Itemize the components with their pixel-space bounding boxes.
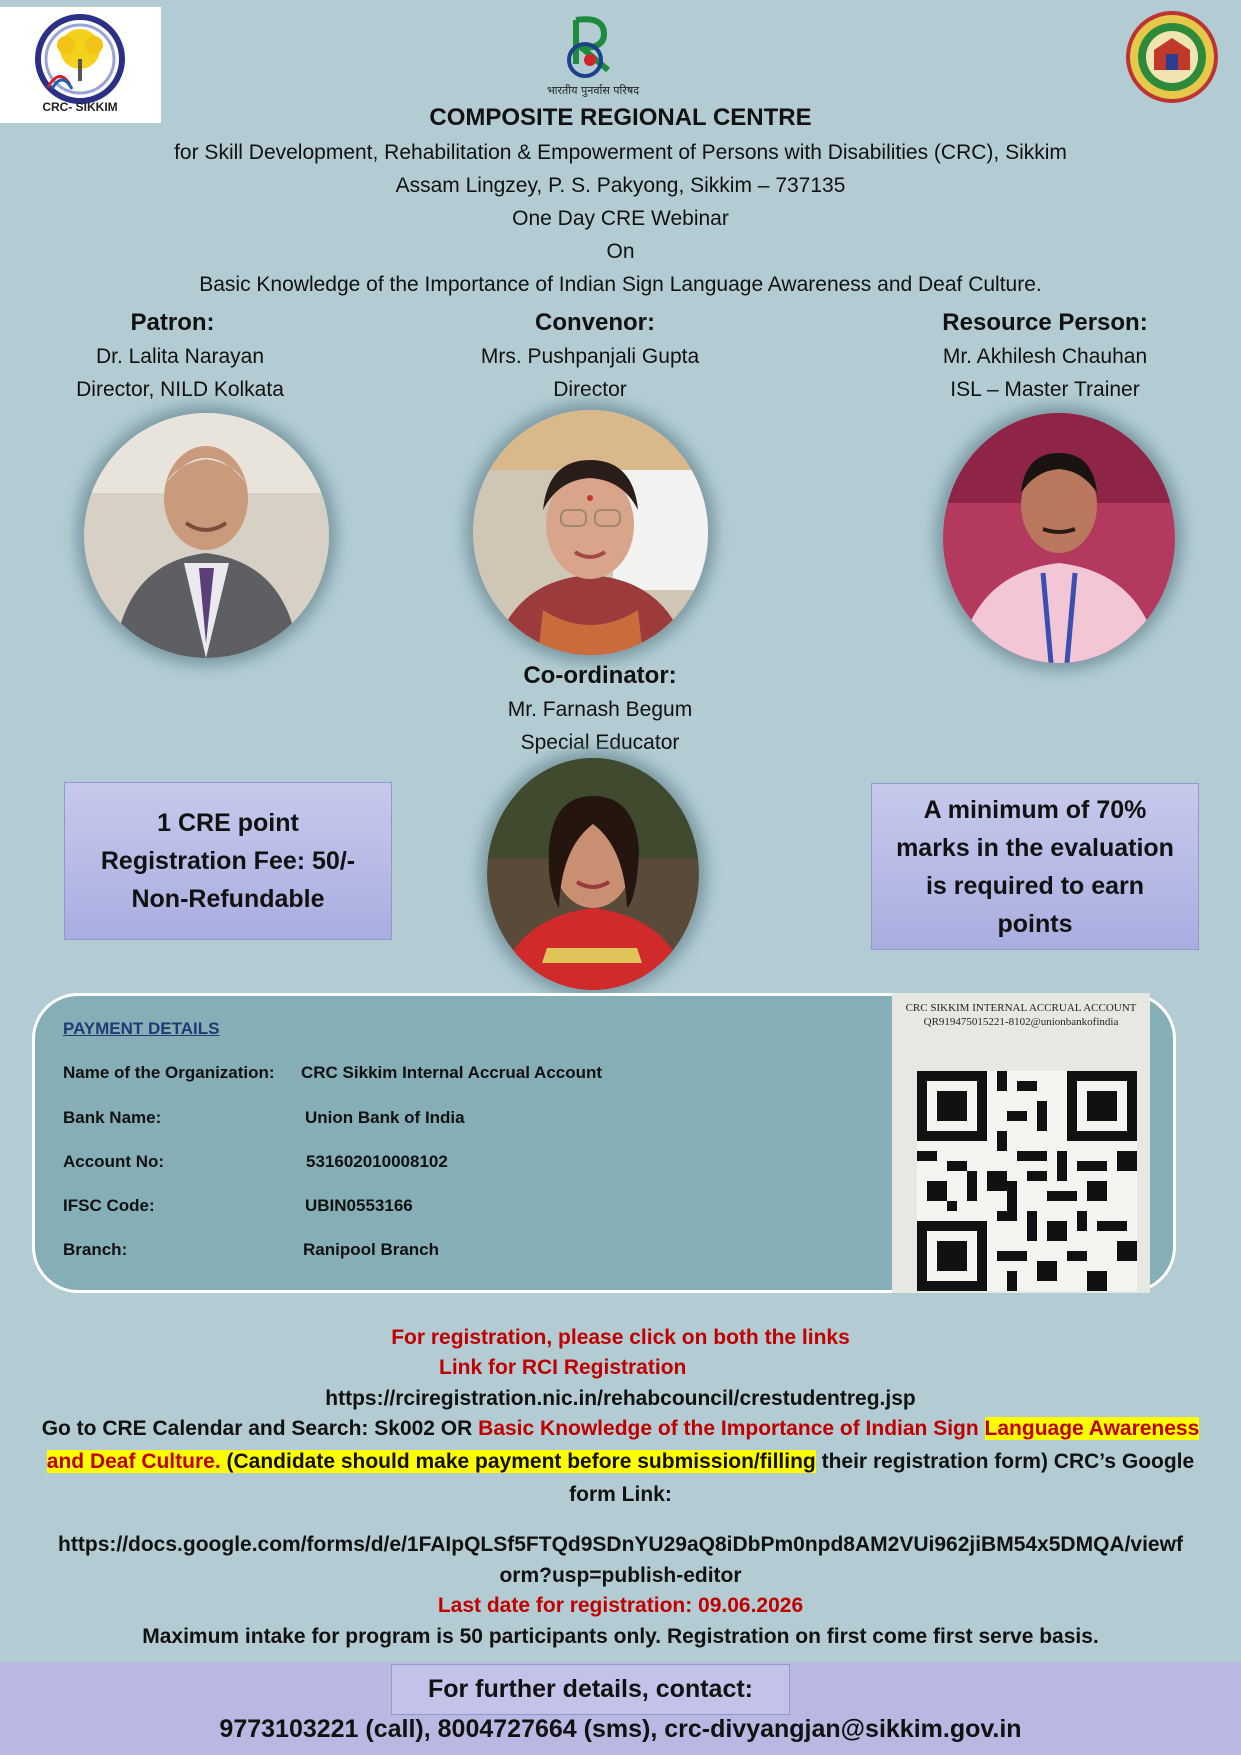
qr-upi-id: QR919475015221-8102@unionbankofindia [923, 1016, 1119, 1028]
convenor-photo [473, 410, 708, 655]
header-address: Assam Lingzey, P. S. Pakyong, Sikkim – 737135 [395, 174, 846, 197]
payment-value-bank: Union Bank of India [305, 1108, 465, 1127]
resource-person-name: Mr. Akhilesh Chauhan [942, 345, 1148, 368]
search-prefix: Go to CRE Calendar and Search: Sk002 OR [41, 1417, 479, 1440]
event-type: One Day CRE Webinar [512, 207, 729, 230]
fee-info-box [64, 782, 392, 940]
logo-center-caption: भारतीय पुनर्वास परिषद [546, 84, 640, 97]
candidate-note-tail: their registration form) CRC’s Google [815, 1450, 1195, 1473]
resource-person-role: Resource Person: [942, 309, 1148, 336]
patron-photo [84, 413, 329, 658]
patron-name: Dr. Lalita Narayan [95, 345, 265, 368]
registration-instruction: For registration, please click on both the links [391, 1326, 850, 1349]
payment-heading: PAYMENT DETAILS [63, 1019, 220, 1038]
payment-value-account: 531602010008102 [306, 1152, 448, 1171]
rci-logo [538, 12, 648, 98]
payment-label-branch: Branch: [63, 1240, 128, 1259]
event-on: On [606, 240, 635, 263]
qr-account-name: CRC SIKKIM INTERNAL ACCRUAL ACCOUNT [905, 1002, 1137, 1014]
event-topic: Basic Knowledge of the Importance of Indian Sign Language Awareness and Deaf Culture. [199, 273, 1042, 296]
payment-qr-code [892, 993, 1150, 1293]
resource-person-photo [943, 413, 1175, 663]
footer-contact: 9773103221 (call), 8004727664 (sms), crc-divyangjan@sikkim.gov.in [219, 1715, 1022, 1743]
payment-value-ifsc: UBIN0553166 [305, 1196, 413, 1215]
payment-value-branch: Ranipool Branch [303, 1240, 440, 1259]
institute-emblem-icon [1124, 10, 1220, 104]
google-form-link-part1[interactable]: https://docs.google.com/forms/d/e/1FAIpQLSf5FTQd9SDnYU29aQ8iDbPm0npd8AM2VUi962jiBM54x5DMQA/viewf [58, 1533, 1183, 1556]
search-topic-b: Language Awareness [984, 1417, 1200, 1440]
candidate-note: (Candidate should make payment before submission/filling [220, 1450, 816, 1473]
search-instruction-line [0, 1417, 1241, 1441]
search-topic-c: and Deaf Culture. [46, 1450, 221, 1473]
evaluation-info-box [871, 783, 1199, 950]
header-subtitle: for Skill Development, Rehabilitation & Empowerment of Persons with Disabilities (CRC), Sikkim [174, 141, 1067, 164]
intake-note: Maximum intake for program is 50 participants only. Registration on first come first serve basis. [142, 1625, 1099, 1648]
coordinator-photo [487, 758, 699, 990]
footer-title: For further details, contact: [391, 1664, 790, 1715]
page-title: COMPOSITE REGIONAL CENTRE [429, 104, 812, 131]
qr-code-icon [917, 1071, 1137, 1291]
coordinator-name: Mr. Farnash Begum [507, 698, 693, 721]
payment-label-account: Account No: [63, 1152, 165, 1171]
google-form-label: form Link: [569, 1483, 672, 1506]
search-topic-a: Basic Knowledge of the Importance of Indian Sign [478, 1417, 985, 1440]
payment-value-organization: CRC Sikkim Internal Accrual Account [301, 1063, 603, 1082]
payment-label-bank: Bank Name: [63, 1108, 162, 1127]
coordinator-designation: Special Educator [520, 731, 680, 754]
rci-link-label: Link for RCI Registration [439, 1356, 687, 1379]
evaluation-info-text: A minimum of 70% marks in the evaluation is required to earn points [896, 795, 1174, 938]
patron-designation: Director, NILD Kolkata [76, 378, 284, 401]
fee-info-text: 1 CRE point Registration Fee: 50/- Non-Refundable [100, 809, 356, 913]
last-date: Last date for registration: 09.06.2026 [437, 1594, 804, 1617]
patron-role: Patron: [130, 309, 215, 336]
convenor-name: Mrs. Pushpanjali Gupta [480, 345, 700, 368]
convenor-role: Convenor: [535, 309, 655, 336]
logo-left-caption: CRC- SIKKIM [42, 100, 118, 114]
payment-label-ifsc: IFSC Code: [63, 1196, 155, 1215]
rci-registration-link[interactable]: https://rciregistration.nic.in/rehabcouncil/crestudentreg.jsp [325, 1387, 916, 1410]
coordinator-role: Co-ordinator: [523, 662, 677, 689]
convenor-designation: Director [553, 378, 627, 401]
payment-label-organization: Name of the Organization: [63, 1063, 275, 1082]
resource-person-designation: ISL – Master Trainer [950, 378, 1140, 401]
google-form-link-part2[interactable]: orm?usp=publish-editor [499, 1564, 742, 1587]
candidate-note-line [0, 1450, 1241, 1474]
